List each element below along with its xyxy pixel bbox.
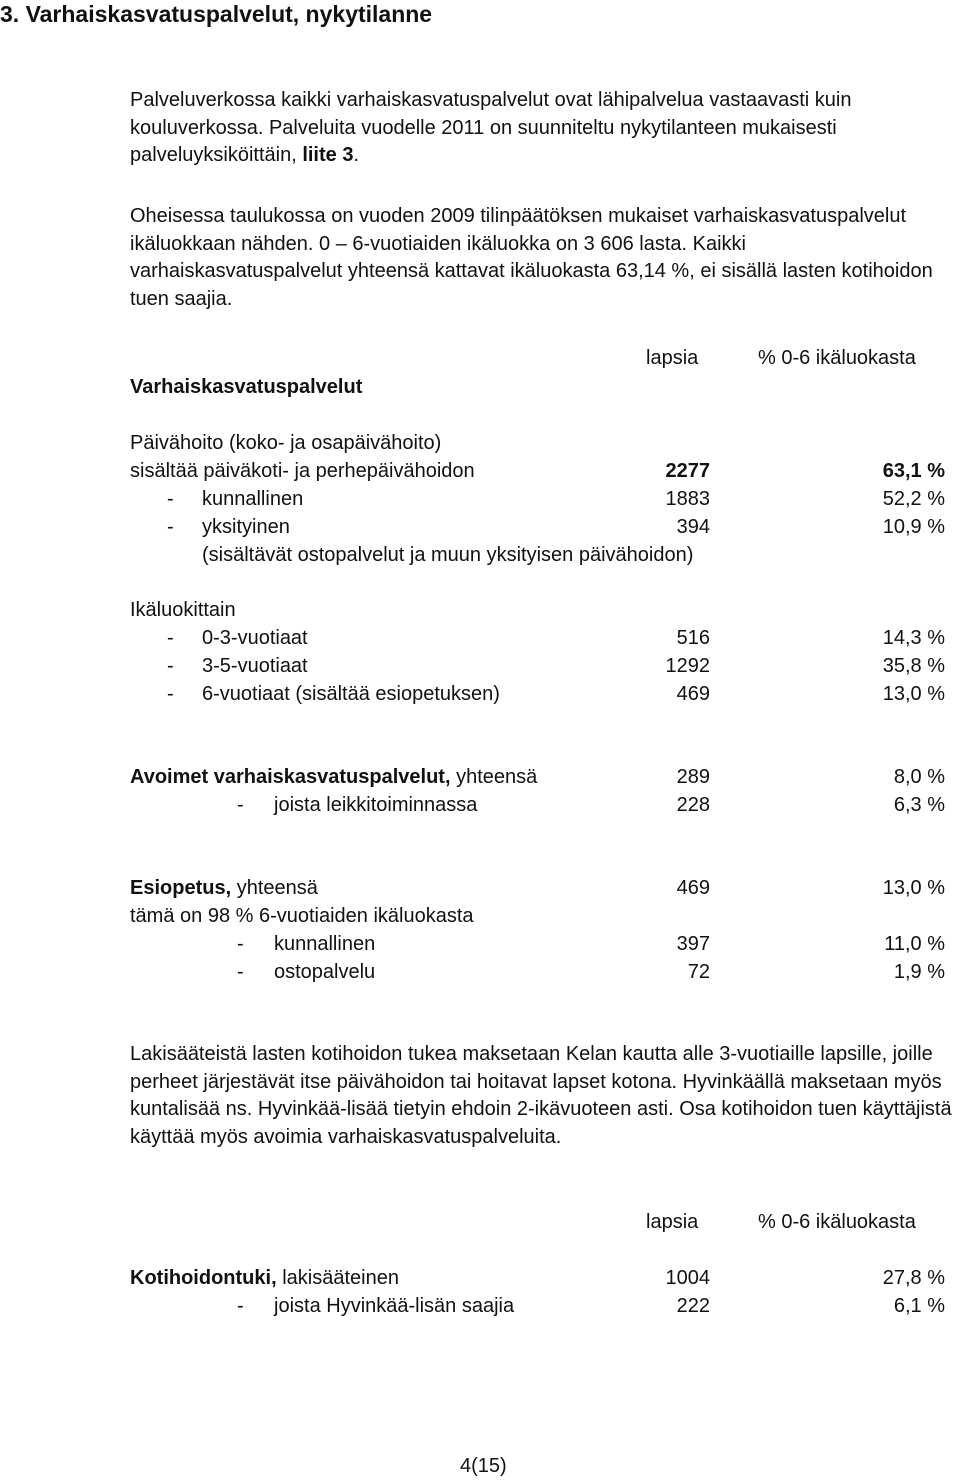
esiopetus-pct: 13,0 % xyxy=(882,877,945,899)
age-0-3-lapsia: 516 xyxy=(676,627,710,649)
kunnallinen-lapsia: 1883 xyxy=(665,488,710,510)
kunnallinen-label: kunnallinen xyxy=(202,488,304,510)
age-6-label: 6-vuotiaat (sisältää esiopetuksen) xyxy=(202,683,500,705)
yksityinen-lapsia: 394 xyxy=(676,516,710,538)
intro-paragraph-1: Palveluverkossa kaikki varhaiskasvatuspalvelut ovat lähipalvelua vastaavasti kuin kouluverkossa. Palveluita vuodelle 2011 on suunniteltu nykytilanteen mukaisesti palveluyksiköittäin, liite 3. xyxy=(130,89,852,167)
kotihoidontuki-pct: 27,8 % xyxy=(882,1267,945,1289)
esiopetus-note: tämä on 98 % 6-vuotiaiden ikäluokasta xyxy=(130,905,474,927)
col-header-percent: % 0-6 ikäluokasta xyxy=(758,347,916,369)
col-header-percent-2: % 0-6 ikäluokasta xyxy=(758,1211,916,1233)
yksityinen-pct: 10,9 % xyxy=(882,516,945,538)
hyvinkaa-lisa-lapsia: 222 xyxy=(676,1295,710,1317)
dash: - xyxy=(167,488,174,510)
age-0-3-pct: 14,3 % xyxy=(882,627,945,649)
avoimet-label: Avoimet varhaiskasvatuspalvelut, yhteensä xyxy=(130,766,538,788)
paivahoito-label: Päivähoito (koko- ja osapäivähoito) xyxy=(130,432,442,454)
kotihoidontuki-label: Kotihoidontuki, lakisääteinen xyxy=(130,1267,399,1289)
dash: - xyxy=(237,961,244,983)
esi-kunnallinen-pct: 11,0 % xyxy=(884,933,945,955)
esi-kunnallinen-lapsia: 397 xyxy=(676,933,710,955)
col-header-lapsia-2: lapsia xyxy=(646,1211,699,1233)
esi-osto-pct: 1,9 % xyxy=(893,961,945,983)
sisaltaa-label: sisältää päiväkoti- ja perhepäivähoidon xyxy=(130,460,475,482)
yksityinen-note: (sisältävät ostopalvelut ja muun yksityisen päivähoidon) xyxy=(202,544,694,566)
age-0-3-label: 0-3-vuotiaat xyxy=(202,627,308,649)
leikki-lapsia: 228 xyxy=(676,794,710,816)
kunnallinen-pct: 52,2 % xyxy=(882,488,945,510)
age-6-lapsia: 469 xyxy=(676,683,710,705)
dash: - xyxy=(167,627,174,649)
page-number: 4(15) xyxy=(460,1455,507,1477)
sisaltaa-pct: 63,1 % xyxy=(882,460,945,482)
age-6-pct: 13,0 % xyxy=(882,683,945,705)
age-3-5-label: 3-5-vuotiaat xyxy=(202,655,308,677)
avoimet-pct: 8,0 % xyxy=(893,766,945,788)
dash: - xyxy=(167,516,174,538)
col-header-lapsia: lapsia xyxy=(646,347,699,369)
table-title: Varhaiskasvatuspalvelut xyxy=(130,376,363,398)
dash: - xyxy=(237,794,244,816)
section-heading: 3. Varhaiskasvatuspalvelut, nykytilanne xyxy=(0,1,433,27)
kotihoito-paragraph: Lakisääteistä lasten kotihoidon tukea maksetaan Kelan kautta alle 3-vuotiaille lapsille, joille perheet järjestävät itse päivähoidon tai hoitavat lapset kotona. Hyvinkäällä maksetaan myös kuntalisää ns. Hyvinkää-lisää tietyin ehdoin 2-ikävuoteen asti. Osa kotihoidon tuen käyttäjistä käyttää myös avoimia varhaiskasvatuspalveluita. xyxy=(130,1043,952,1149)
hyvinkaa-lisa-label: joista Hyvinkää-lisän saajia xyxy=(274,1295,515,1317)
leikki-pct: 6,3 % xyxy=(893,794,945,816)
sisaltaa-lapsia: 2277 xyxy=(665,460,710,482)
esi-kunnallinen-label: kunnallinen xyxy=(274,933,376,955)
kotihoidontuki-lapsia: 1004 xyxy=(665,1267,710,1289)
dash: - xyxy=(167,683,174,705)
dash: - xyxy=(237,1295,244,1317)
ikaluokittain-label: Ikäluokittain xyxy=(130,599,236,621)
avoimet-lapsia: 289 xyxy=(676,766,710,788)
age-3-5-lapsia: 1292 xyxy=(665,655,710,677)
dash: - xyxy=(167,655,174,677)
esiopetus-label: Esiopetus, yhteensä xyxy=(130,877,318,899)
esi-osto-label: ostopalvelu xyxy=(274,961,376,983)
intro-paragraph-2: Oheisessa taulukossa on vuoden 2009 tilinpäätöksen mukaiset varhaiskasvatuspalvelut ikäluokkaan nähden. 0 – 6-vuotiaiden ikäluokka on 3 606 lasta. Kaikki varhaiskasvatuspalvelut yhteensä kattavat ikäluokasta 63,14 %, ei sisällä lasten kotihoidon tuen saajia. xyxy=(130,205,933,311)
dash: - xyxy=(237,933,244,955)
esiopetus-lapsia: 469 xyxy=(676,877,710,899)
hyvinkaa-lisa-pct: 6,1 % xyxy=(893,1295,945,1317)
leikki-label: joista leikkitoiminnassa xyxy=(274,794,478,816)
age-3-5-pct: 35,8 % xyxy=(882,655,945,677)
yksityinen-label: yksityinen xyxy=(202,516,290,538)
esi-osto-lapsia: 72 xyxy=(687,961,710,983)
